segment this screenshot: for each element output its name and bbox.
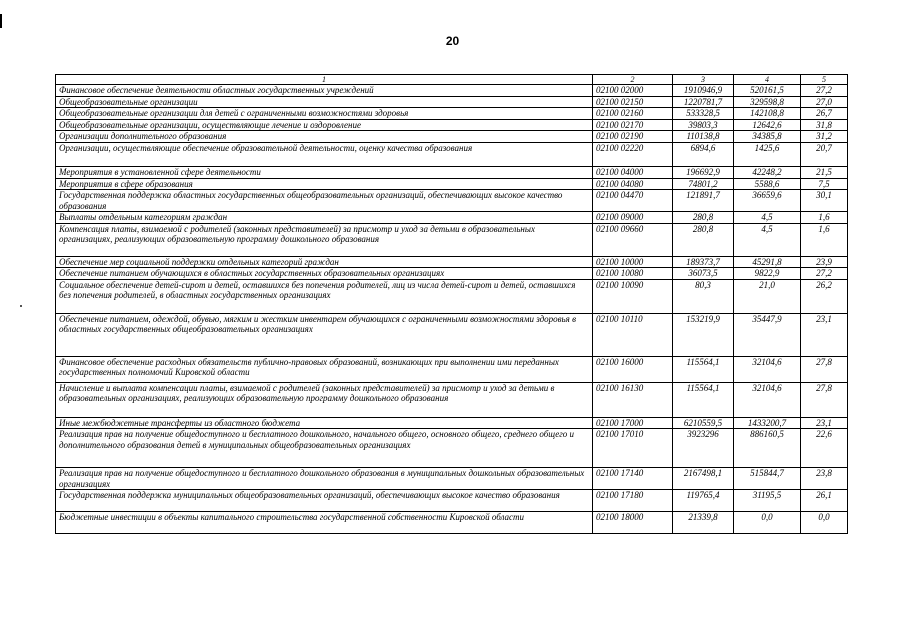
row-value-col5: 1,6 xyxy=(801,212,848,224)
row-value-col3: 121891,7 xyxy=(673,190,734,212)
row-value-col5: 23,9 xyxy=(801,256,848,268)
row-code: 02100 09000 xyxy=(593,212,673,224)
header-col-2: 2 xyxy=(593,75,673,85)
row-value-col3: 6894,6 xyxy=(673,142,734,166)
row-value-col4: 515844,7 xyxy=(734,468,801,490)
row-name: Финансовое обеспечение расходных обязательств публично-правовых образований, возникающих при выполнении ими переданных государственных полномочий Кировской области xyxy=(56,356,593,382)
row-value-col5: 0,0 xyxy=(801,512,848,534)
row-value-col5: 26,7 xyxy=(801,108,848,120)
row-value-col3: 1220781,7 xyxy=(673,96,734,108)
row-code: 02100 17180 xyxy=(593,490,673,512)
table-row xyxy=(56,256,848,268)
row-value-col3: 533328,5 xyxy=(673,108,734,120)
row-value-col4: 4,5 xyxy=(734,223,801,256)
row-value-col4: 5588,6 xyxy=(734,178,801,190)
row-code: 02100 02220 xyxy=(593,142,673,166)
header-col-5: 5 xyxy=(801,75,848,85)
row-value-col5: 27,8 xyxy=(801,356,848,382)
row-code: 02100 17000 xyxy=(593,417,673,429)
row-value-col5: 26,1 xyxy=(801,490,848,512)
row-name: Обеспечение питанием обучающихся в областных государственных образовательных организациях xyxy=(56,268,593,280)
row-value-col3: 110138,8 xyxy=(673,131,734,143)
row-value-col3: 6210559,5 xyxy=(673,417,734,429)
budget-table xyxy=(55,74,848,534)
row-value-col4: 31195,5 xyxy=(734,490,801,512)
row-name: Государственная поддержка муниципальных общеобразовательных организаций, обеспечивающих высокое качество образования xyxy=(56,490,593,512)
row-value-col3: 80,3 xyxy=(673,279,734,313)
row-code: 02100 17010 xyxy=(593,429,673,468)
row-value-col4: 34385,8 xyxy=(734,131,801,143)
row-value-col4: 0,0 xyxy=(734,512,801,534)
row-code: 02100 10000 xyxy=(593,256,673,268)
row-value-col5: 23,1 xyxy=(801,417,848,429)
row-code: 02100 17140 xyxy=(593,468,673,490)
row-value-col3: 115564,1 xyxy=(673,356,734,382)
table-row xyxy=(56,429,848,468)
row-name: Общеобразовательные организации для детей с ограниченными возможностями здоровья xyxy=(56,108,593,120)
row-value-col4: 35447,9 xyxy=(734,313,801,356)
row-value-col3: 153219,9 xyxy=(673,313,734,356)
row-code: 02100 10080 xyxy=(593,268,673,280)
table-row xyxy=(56,108,848,120)
table-row xyxy=(56,96,848,108)
row-value-col4: 520161,5 xyxy=(734,85,801,97)
table-row xyxy=(56,468,848,490)
row-name: Реализация прав на получение общедоступного и бесплатного дошкольного, начального общего, основного общего, среднего общего и дополнительного образования детей в муниципальных общеобразовательных организациях xyxy=(56,429,593,468)
table-row xyxy=(56,490,848,512)
row-value-col4: 142108,8 xyxy=(734,108,801,120)
row-value-col3: 36073,5 xyxy=(673,268,734,280)
row-value-col5: 27,2 xyxy=(801,268,848,280)
row-code: 02100 04000 xyxy=(593,166,673,178)
row-name: Обеспечение мер социальной поддержки отдельных категорий граждан xyxy=(56,256,593,268)
row-code: 02100 09660 xyxy=(593,223,673,256)
table-row xyxy=(56,85,848,97)
row-name: Мероприятия в сфере образования xyxy=(56,178,593,190)
row-name: Организации дополнительного образования xyxy=(56,131,593,143)
row-value-col5: 1,6 xyxy=(801,223,848,256)
table-row xyxy=(56,512,848,534)
table-row xyxy=(56,417,848,429)
row-value-col5: 20,7 xyxy=(801,142,848,166)
row-value-col5: 21,5 xyxy=(801,166,848,178)
table-row xyxy=(56,212,848,224)
row-code: 02100 02190 xyxy=(593,131,673,143)
row-value-col5: 27,2 xyxy=(801,85,848,97)
table-row xyxy=(56,119,848,131)
row-value-col3: 115564,1 xyxy=(673,382,734,417)
table-row xyxy=(56,356,848,382)
header-col-1: 1 xyxy=(56,75,593,85)
row-value-col3: 74801,2 xyxy=(673,178,734,190)
margin-mark xyxy=(0,14,2,28)
row-name: Организации, осуществляющие обеспечение образовательной деятельности, оценку качества образования xyxy=(56,142,593,166)
row-value-col4: 32104,6 xyxy=(734,356,801,382)
table-row xyxy=(56,268,848,280)
table-row xyxy=(56,382,848,417)
row-value-col3: 2167498,1 xyxy=(673,468,734,490)
row-name: Выплаты отдельным категориям граждан xyxy=(56,212,593,224)
row-name: Бюджетные инвестиции в объекты капитального строительства государственной собственности Кировской области xyxy=(56,512,593,534)
table-row xyxy=(56,131,848,143)
row-value-col4: 1433200,7 xyxy=(734,417,801,429)
row-value-col4: 1425,6 xyxy=(734,142,801,166)
table-row xyxy=(56,142,848,166)
row-value-col5: 30,1 xyxy=(801,190,848,212)
row-value-col4: 42248,2 xyxy=(734,166,801,178)
row-value-col4: 9822,9 xyxy=(734,268,801,280)
row-value-col3: 280,8 xyxy=(673,212,734,224)
row-value-col3: 39803,3 xyxy=(673,119,734,131)
page-number: 20 xyxy=(445,34,460,48)
row-value-col3: 196692,9 xyxy=(673,166,734,178)
row-value-col4: 886160,5 xyxy=(734,429,801,468)
row-value-col3: 21339,8 xyxy=(673,512,734,534)
row-value-col4: 12642,6 xyxy=(734,119,801,131)
header-row xyxy=(56,75,848,85)
row-name: Реализация прав на получение общедоступного и бесплатного дошкольного образования в муниципальных дошкольных образовательных организациях xyxy=(56,468,593,490)
table-row xyxy=(56,279,848,313)
row-value-col5: 7,5 xyxy=(801,178,848,190)
row-code: 02100 16130 xyxy=(593,382,673,417)
row-value-col3: 189373,7 xyxy=(673,256,734,268)
row-value-col5: 27,0 xyxy=(801,96,848,108)
table-row xyxy=(56,166,848,178)
row-value-col4: 45291,8 xyxy=(734,256,801,268)
row-code: 02100 10110 xyxy=(593,313,673,356)
row-value-col3: 1910946,9 xyxy=(673,85,734,97)
table-row xyxy=(56,178,848,190)
row-name: Общеобразовательные организации, осуществляющие лечение и оздоровление xyxy=(56,119,593,131)
margin-dot xyxy=(20,305,22,307)
row-value-col5: 27,8 xyxy=(801,382,848,417)
row-code: 02100 04080 xyxy=(593,178,673,190)
row-code: 02100 02170 xyxy=(593,119,673,131)
row-code: 02100 18000 xyxy=(593,512,673,534)
row-name: Социальное обеспечение детей-сирот и детей, оставшихся без попечения родителей, лиц из числа детей-сирот и детей, оставшихся без попечения родителей, в областных государственных организациях xyxy=(56,279,593,313)
row-value-col4: 32104,6 xyxy=(734,382,801,417)
table-row xyxy=(56,190,848,212)
row-name: Мероприятия в установленной сфере деятельности xyxy=(56,166,593,178)
row-name: Компенсация платы, взимаемой с родителей (законных представителей) за присмотр и уход за детьми в образовательных организациях, реализующих образовательную программу дошкольного образования xyxy=(56,223,593,256)
table-body xyxy=(56,85,848,534)
row-value-col3: 3923296 xyxy=(673,429,734,468)
row-value-col5: 23,1 xyxy=(801,313,848,356)
row-code: 02100 02150 xyxy=(593,96,673,108)
row-name: Иные межбюджетные трансферты из областного бюджета xyxy=(56,417,593,429)
row-value-col5: 23,8 xyxy=(801,468,848,490)
row-value-col3: 119765,4 xyxy=(673,490,734,512)
row-code: 02100 02000 xyxy=(593,85,673,97)
header-col-4: 4 xyxy=(734,75,801,85)
row-name: Начисление и выплата компенсации платы, взимаемой с родителей (законных представителей) за присмотр и уход за детьми в образовательных организациях, реализующих образовательную программу дошкольного образования xyxy=(56,382,593,417)
table-row xyxy=(56,313,848,356)
row-value-col5: 31,2 xyxy=(801,131,848,143)
row-code: 02100 16000 xyxy=(593,356,673,382)
row-value-col5: 31,8 xyxy=(801,119,848,131)
header-col-3: 3 xyxy=(673,75,734,85)
row-code: 02100 10090 xyxy=(593,279,673,313)
row-name: Государственная поддержка областных государственных общеобразовательных организаций, обеспечивающих высокое качество образования xyxy=(56,190,593,212)
row-code: 02100 02160 xyxy=(593,108,673,120)
row-value-col3: 280,8 xyxy=(673,223,734,256)
row-value-col4: 21,0 xyxy=(734,279,801,313)
row-name: Общеобразовательные организации xyxy=(56,96,593,108)
row-code: 02100 04470 xyxy=(593,190,673,212)
row-name: Финансовое обеспечение деятельности областных государственных учреждений xyxy=(56,85,593,97)
row-value-col5: 22,6 xyxy=(801,429,848,468)
row-value-col5: 26,2 xyxy=(801,279,848,313)
row-value-col4: 329598,8 xyxy=(734,96,801,108)
row-name: Обеспечение питанием, одеждой, обувью, мягким и жестким инвентарем обучающихся с ограниченными возможностями здоровья в областных государственных общеобразовательных организациях xyxy=(56,313,593,356)
row-value-col4: 4,5 xyxy=(734,212,801,224)
row-value-col4: 36659,6 xyxy=(734,190,801,212)
table-row xyxy=(56,223,848,256)
